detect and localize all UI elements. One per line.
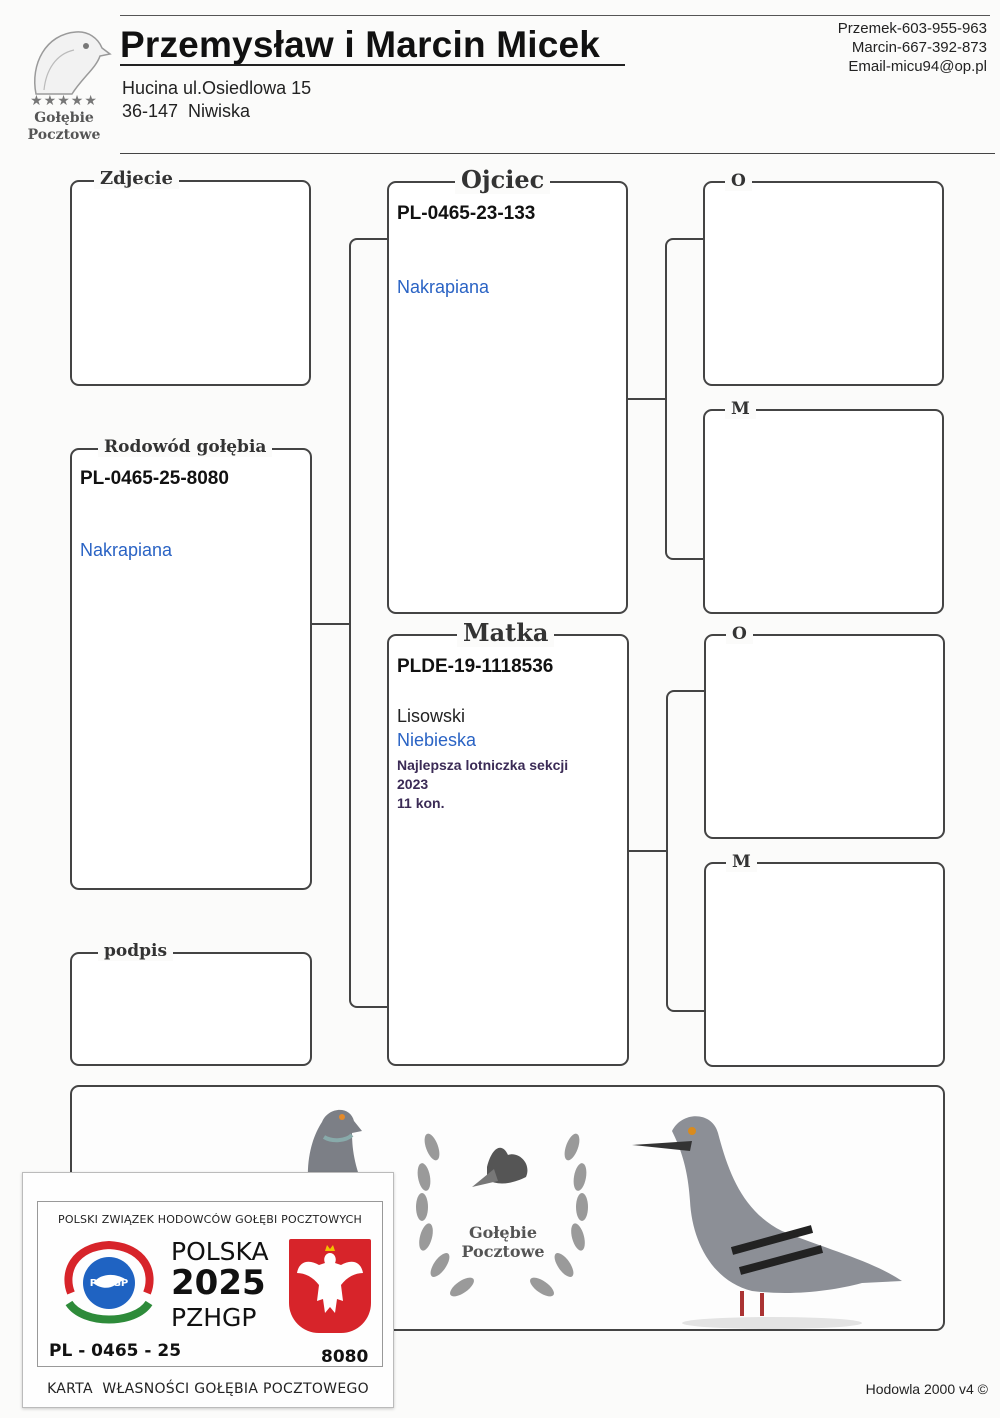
connector-father — [628, 398, 666, 400]
pigeon-head-logo-icon — [16, 24, 112, 96]
contact-line1: Przemek-603-955-963 — [837, 20, 987, 37]
address-line2: 36-147 Niwiska — [122, 101, 251, 121]
signature-box-label: podpis — [98, 941, 173, 961]
address-line1: Hucina ul.Osiedlowa 15 — [122, 78, 312, 98]
ownership-card — [22, 1172, 394, 1408]
laurel-wreath-emblem-icon — [402, 1107, 602, 1317]
logo-text-line2: Pocztowe — [27, 127, 101, 143]
mother-breeder: Lisowski — [397, 706, 466, 726]
mother-color: Niebieska — [397, 730, 477, 750]
header-top-rule — [120, 15, 990, 16]
white-eagle-icon — [289, 1239, 371, 1333]
connector-father-bracket — [665, 238, 704, 560]
connector-mother — [629, 850, 667, 852]
mother-ring-number: PLDE-19-1118536 — [397, 656, 554, 677]
polish-eagle-emblem — [289, 1239, 371, 1333]
card-country: POLSKA — [171, 1237, 269, 1266]
emblem-text-line1: Gołębie — [468, 1223, 538, 1242]
footer-version: Hodowla 2000 v4 © — [865, 1381, 988, 1397]
father-father-label: O — [725, 171, 752, 191]
contact-line3: Email-micu94@op.pl — [848, 58, 987, 75]
father-mother-label: M — [725, 399, 756, 419]
photo-box — [70, 168, 311, 386]
father-color: Nakrapiana — [397, 277, 490, 297]
card-ring-prefix: PL - 0465 - 25 — [49, 1341, 182, 1361]
mother-box — [387, 618, 629, 1066]
header-bottom-rule — [120, 153, 995, 154]
father-father-box — [703, 171, 944, 386]
mother-mother-box — [704, 852, 945, 1067]
mother-box-label: Matka — [457, 618, 554, 647]
father-mother-box — [703, 399, 944, 614]
mother-note-line2: 2023 — [397, 776, 429, 792]
emblem-text-line2: Pocztowe — [461, 1242, 545, 1261]
father-box-label: Ojciec — [455, 165, 550, 194]
pzhgp-logo-text: PZHGP — [89, 1278, 129, 1289]
title-underline — [120, 64, 625, 66]
logo-text-line1: Gołębie — [34, 110, 94, 126]
mother-note-line1: Najlepsza lotniczka sekcji — [397, 757, 569, 773]
connector-parents-bracket — [349, 238, 387, 1008]
right-pigeon-icon — [632, 1101, 912, 1331]
card-assoc: PZHGP — [171, 1303, 257, 1332]
photo-box-label: Zdjecie — [94, 168, 179, 189]
connector-pigeon — [312, 623, 350, 625]
card-year: 2025 — [171, 1263, 266, 1303]
mother-note-line3: 11 kon. — [397, 795, 445, 811]
mother-father-box — [704, 624, 945, 839]
pigeon-box-label: Rodowód gołębia — [98, 437, 272, 457]
card-footer: KARTA WŁASNOŚCI GOŁĘBIA POCZTOWEGO — [47, 1381, 369, 1397]
logo — [16, 24, 112, 146]
connector-mother-bracket — [666, 690, 705, 1012]
page-title: Przemysław i Marcin Micek — [120, 24, 601, 65]
logo-stars: ★★★★★ — [30, 92, 98, 108]
pigeon-color: Nakrapiana — [80, 540, 173, 560]
father-ring-number: PL-0465-23-133 — [397, 203, 536, 224]
father-box — [387, 165, 628, 614]
pigeon-ring-number: PL-0465-25-8080 — [80, 468, 229, 489]
mother-father-label: O — [726, 624, 753, 644]
card-org: POLSKI ZWIĄZEK HODOWCÓW GOŁĘBI POCZTOWYCH — [57, 1213, 362, 1226]
contact-line2: Marcin-667-392-873 — [851, 39, 987, 56]
mother-mother-label: M — [726, 852, 757, 872]
card-ring-number: 8080 — [321, 1347, 369, 1367]
pzhgp-logo — [53, 1233, 165, 1343]
signature-box — [70, 941, 312, 1066]
pigeon-box — [70, 437, 312, 890]
header — [0, 0, 1000, 160]
